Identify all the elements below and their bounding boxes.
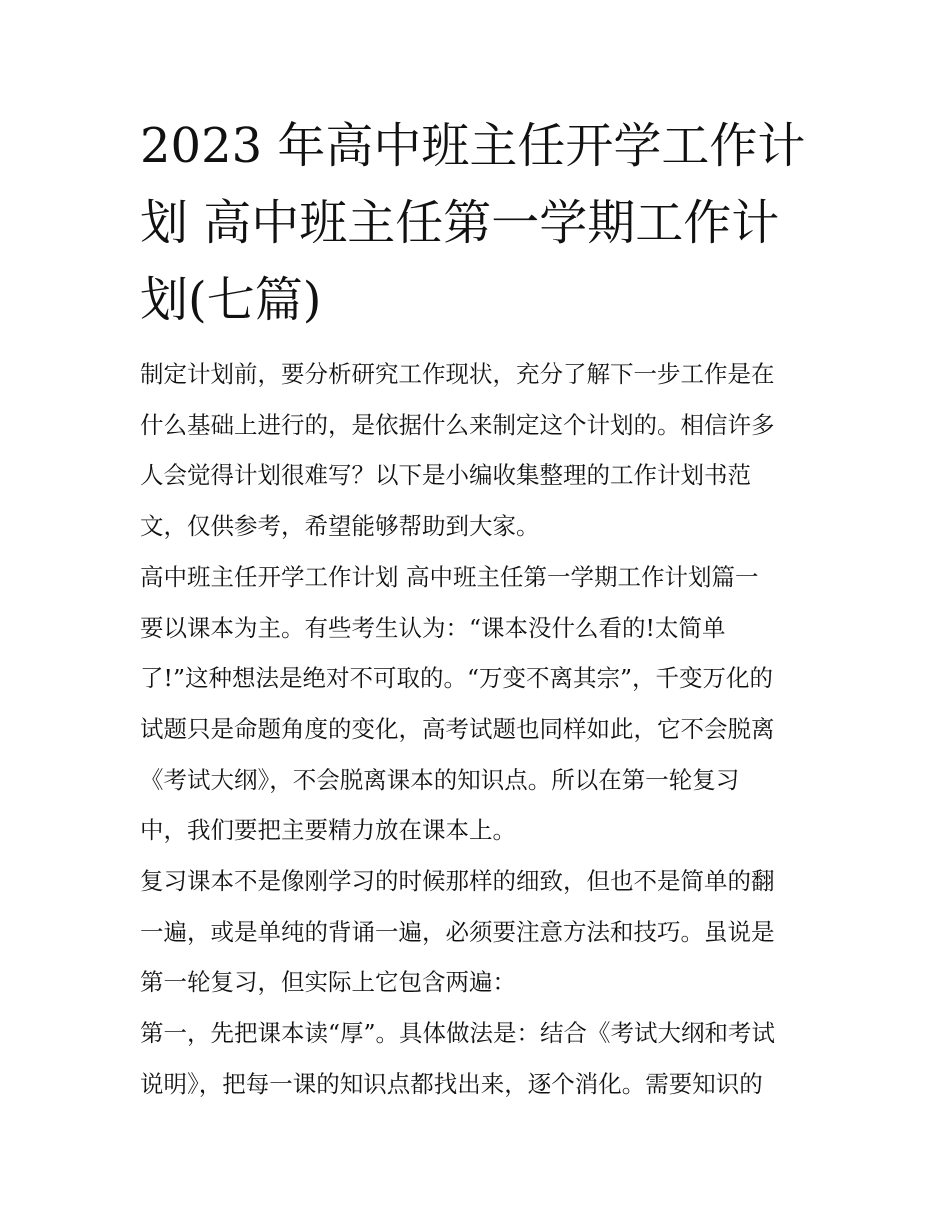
document-page: [140, 108, 812, 1110]
body-line: 复习课本不是像刚学习的时候那样的细致，但也不是简单的翻: [140, 867, 775, 896]
body-line: 人会觉得计划很难写？以下是小编收集整理的工作计划书范: [140, 461, 751, 490]
section-heading: 高中班主任开学工作计划 高中班主任第一学期工作计划篇一: [140, 562, 759, 591]
title-line: 2023 年高中班主任开学工作计: [140, 118, 806, 174]
document-body: [140, 349, 812, 1110]
title-line: 划 高中班主任第一学期工作计: [140, 195, 780, 251]
body-line: 说明》，把每一课的知识点都找出来，逐个消化。需要知识的: [140, 1069, 763, 1098]
body-line: 第一轮复习，但实际上它包含两遍：: [140, 968, 516, 997]
body-line: 了!”这种想法是绝对不可取的。“万变不离其宗”，千变万化的: [140, 664, 773, 693]
body-line: 什么基础上进行的，是依据什么来制定这个计划的。相信许多: [140, 410, 775, 439]
body-line: 试题只是命题角度的变化，高考试题也同样如此，它不会脱离: [140, 714, 775, 743]
title-line: 划(七篇): [140, 272, 322, 328]
body-line: 中，我们要把主要精力放在课本上。: [140, 816, 516, 845]
body-line: 一遍，或是单纯的背诵一遍，必须要注意方法和技巧。虽说是: [140, 917, 775, 946]
body-line: 文，仅供参考，希望能够帮助到大家。: [140, 512, 540, 541]
body-line: 要以课本为主。有些考生认为：“课本没什么看的!太简单: [140, 613, 726, 642]
body-line: 《考试大纲》，不会脱离课本的知识点。所以在第一轮复习: [140, 765, 740, 794]
document-title: [140, 108, 812, 339]
body-line: 第一，先把课本读“厚”。具体做法是：结合《考试大纲和考试: [140, 1019, 776, 1048]
body-line: 制定计划前，要分析研究工作现状，充分了解下一步工作是在: [140, 360, 775, 388]
